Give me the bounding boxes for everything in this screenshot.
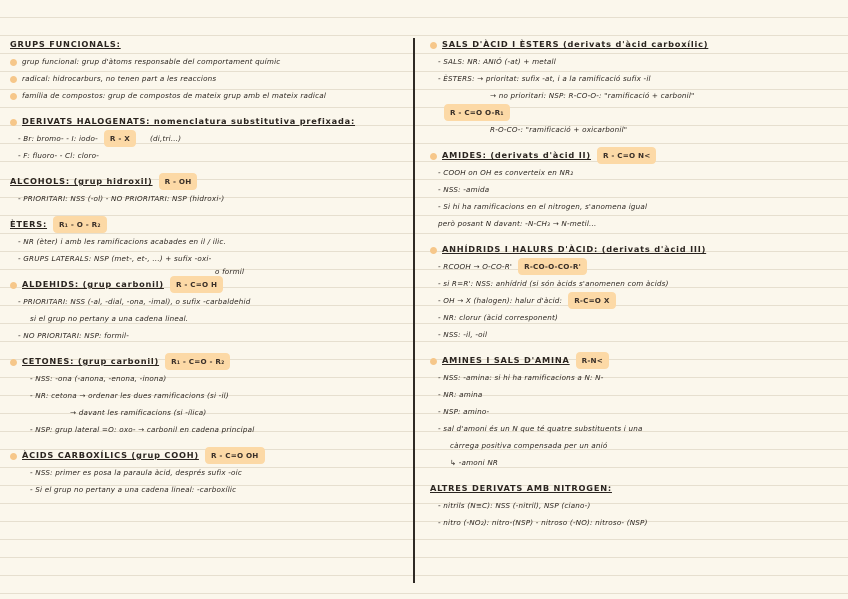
- line-text: càrrega positiva compensada per un anió: [450, 441, 608, 450]
- line-text: R-O-CO-: "ramificació + oxicarbonil": [490, 125, 628, 134]
- line-text: - NO PRIORITARI: NSP: formil-: [18, 331, 130, 340]
- formula-box: R - X: [104, 130, 136, 147]
- note-line: [430, 309, 840, 326]
- note-line: [430, 420, 840, 437]
- note-line: [430, 121, 840, 138]
- line-text: - GRUPS LATERALS: NSP (met-, et-, ...) + sufix -oxi-: [18, 254, 212, 263]
- heading-text: AMINES I SALS D'AMINA: [442, 355, 570, 365]
- note-line: [10, 293, 408, 310]
- note-line: [430, 70, 840, 87]
- section-heading: [430, 241, 840, 258]
- formula-box: R - OH: [159, 173, 198, 190]
- section-heading: [430, 480, 840, 497]
- note-line: [430, 454, 840, 471]
- note-line: [10, 70, 408, 87]
- line-text: - OH → X (halogen): halur d'àcid:: [438, 296, 563, 305]
- section-gap: [430, 471, 840, 480]
- section-gap: [430, 138, 840, 147]
- section-heading: [10, 216, 408, 233]
- line-text: - sal d'amoni és un N que té quatre substituents i una: [438, 424, 643, 433]
- line-text: - NSS: -amina: si hi ha ramificacions a N: N-: [438, 373, 604, 382]
- note-line: [10, 370, 408, 387]
- section-heading: [10, 276, 408, 293]
- section-heading: [10, 113, 408, 130]
- note-line: [430, 258, 840, 275]
- line-text: - NSS: -ona (-anona, -enona, -inona): [30, 374, 167, 383]
- side-note: [10, 267, 408, 276]
- line-text: - F: fluoro- - Cl: cloro-: [18, 151, 100, 160]
- note-line: [10, 130, 408, 147]
- bullet-dot-icon: [10, 359, 17, 366]
- line-text: - NR: amina: [438, 390, 483, 399]
- formula-box: R - C=O O-R₁: [444, 104, 510, 121]
- formula-box: R - C=O H: [170, 276, 223, 293]
- formula-box: R - C=O OH: [205, 447, 265, 464]
- line-text: - NSP: amino-: [438, 407, 490, 416]
- note-line: [430, 87, 840, 104]
- heading-text: GRUPS FUNCIONALS:: [10, 39, 121, 49]
- bullet-dot-icon: [10, 453, 17, 460]
- heading-text: AMIDES: (derivats d'àcid II): [442, 150, 591, 160]
- note-line: [10, 250, 408, 267]
- section-heading: [10, 353, 408, 370]
- line-text: - NR (èter) i amb les ramificacions acabades en il / ilic.: [18, 237, 227, 246]
- line-text: - NR: clorur (àcid corresponent): [438, 313, 558, 322]
- note-line: [430, 326, 840, 343]
- section-heading: [10, 447, 408, 464]
- formula-box: R₁ - C=O - R₂: [165, 353, 230, 370]
- bullet-dot-icon: [10, 119, 17, 126]
- line-text: família de compostos: grup de compostos de mateix grup amb el mateix radical: [22, 91, 327, 100]
- section-heading: [10, 36, 408, 53]
- heading-text: ANHÍDRIDS I HALURS D'ÀCID: (derivats d'àcid III): [442, 244, 707, 254]
- note-line: [430, 497, 840, 514]
- note-line: [430, 198, 840, 215]
- section-gap: [430, 343, 840, 352]
- column-divider: [413, 38, 415, 583]
- section-gap: [10, 207, 408, 216]
- heading-text: SALS D'ÀCID I ÈSTERS (derivats d'àcid carboxílic): [442, 39, 709, 49]
- section-heading: [430, 352, 840, 369]
- note-line: [430, 275, 840, 292]
- line-text: - NSS: primer es posa la paraula àcid, després sufix -oic: [30, 468, 242, 477]
- note-line: [10, 327, 408, 344]
- note-line: [430, 292, 840, 309]
- line-text: o formil: [215, 267, 245, 276]
- line-text: però posant N davant: -N-CH₃ → N-metil...: [438, 219, 597, 228]
- note-line: [430, 53, 840, 70]
- bullet-dot-icon: [430, 153, 437, 160]
- note-line: [10, 87, 408, 104]
- section-gap: [10, 164, 408, 173]
- note-line: [430, 403, 840, 420]
- bullet-dot-icon: [10, 76, 17, 83]
- formula-box: R₁ - O - R₂: [53, 216, 107, 233]
- heading-text: DERIVATS HALOGENATS: nomenclatura substitutiva prefixada:: [22, 116, 356, 126]
- note-line: [10, 190, 408, 207]
- line-text: radical: hidrocarburs, no tenen part a les reaccions: [22, 74, 217, 83]
- note-line: [10, 464, 408, 481]
- section-heading: [430, 36, 840, 53]
- formula-box: R-C=O X: [568, 292, 615, 309]
- line-text: → no prioritari: NSP: R-CO-O-: "ramificació + carbonil": [490, 91, 695, 100]
- line-text: grup funcional: grup d'àtoms responsable del comportament químic: [22, 57, 281, 66]
- note-line: [430, 181, 840, 198]
- section-heading: [10, 173, 408, 190]
- heading-text: CETONES: (grup carbonil): [22, 356, 160, 366]
- note-line: [10, 53, 408, 70]
- note-line: [10, 233, 408, 250]
- bullet-dot-icon: [430, 247, 437, 254]
- heading-text: ALTRES DERIVATS AMB NITROGEN:: [430, 483, 612, 493]
- line-text: - Br: bromo- - I: iodo-: [18, 134, 98, 143]
- line-text: - NSP: grup lateral =O: oxo- → carbonil en cadena principal: [30, 425, 255, 434]
- formula-box: R - C=O N<: [597, 147, 656, 164]
- section-gap: [430, 232, 840, 241]
- bullet-dot-icon: [10, 93, 17, 100]
- note-line: [430, 215, 840, 232]
- note-line: [430, 514, 840, 531]
- line-text: - ÈSTERS: → prioritat: sufix -at, i a la ramificació sufix -il: [438, 74, 651, 83]
- line-text: si el grup no pertany a una cadena lineal.: [30, 314, 189, 323]
- line-text: - SALS: NR: ANIÓ (-at) + metall: [438, 57, 556, 66]
- right-column: [430, 36, 840, 531]
- line-text: - NSS: -il, -oil: [438, 330, 488, 339]
- note-line: [10, 310, 408, 327]
- bullet-dot-icon: [430, 42, 437, 49]
- line-text: - NSS: -amida: [438, 185, 490, 194]
- bullet-dot-icon: [10, 59, 17, 66]
- formula-box: R-N<: [576, 352, 609, 369]
- heading-text: ÈTERS:: [10, 219, 48, 229]
- note-line: [10, 147, 408, 164]
- note-line: [430, 437, 840, 454]
- section-gap: [10, 104, 408, 113]
- bullet-dot-icon: [10, 282, 17, 289]
- note-line: [10, 387, 408, 404]
- bullet-dot-icon: [430, 358, 437, 365]
- line-text: - si R=R': NSS: anhídrid (si són àcids s'anomenen com àcids): [438, 279, 669, 288]
- line-text: - COOH on OH es converteix en NR₂: [438, 168, 574, 177]
- heading-text: ALDEHIDS: (grup carbonil): [22, 279, 164, 289]
- heading-text: ÀCIDS CARBOXÍLICS (grup COOH): [22, 450, 199, 460]
- note-line: [10, 404, 408, 421]
- line-text: ↳ -amoni NR: [450, 458, 499, 467]
- line-text: - RCOOH → O-CO-R': [438, 262, 513, 271]
- line-text: → davant les ramificacions (si -ílica): [70, 408, 207, 417]
- section-heading: [430, 147, 840, 164]
- line-text: - nitrils (N≡C): NSS (-nitril), NSP (ciano-): [438, 501, 591, 510]
- note-line: [430, 386, 840, 403]
- line-text: - PRIORITARI: NSS (-ol) - NO PRIORITARI: NSP (hidroxi-): [18, 194, 225, 203]
- heading-text: ALCOHOLS: (grup hidroxil): [10, 176, 153, 186]
- after-text: (di,tri...): [150, 134, 182, 143]
- note-line: [10, 481, 408, 498]
- note-line: [430, 164, 840, 181]
- line-text: - PRIORITARI: NSS (-al, -dial, -ona, -imal), o sufix -carbaldehid: [18, 297, 251, 306]
- note-line: [430, 104, 840, 121]
- section-gap: [10, 438, 408, 447]
- formula-box: R-CO-O-CO-R': [518, 258, 587, 275]
- line-text: - Si el grup no pertany a una cadena lineal: -carboxílic: [30, 485, 237, 494]
- line-text: - Si hi ha ramificacions en el nitrogen, s'anomena igual: [438, 202, 648, 211]
- note-line: [10, 421, 408, 438]
- note-line: [430, 369, 840, 386]
- line-text: - NR: cetona → ordenar les dues ramificacions (si -il): [30, 391, 229, 400]
- section-gap: [10, 344, 408, 353]
- left-column: [10, 36, 408, 498]
- line-text: - nitro (-NO₂): nitro-(NSP) - nitroso (-NO): nitroso- (NSP): [438, 518, 648, 527]
